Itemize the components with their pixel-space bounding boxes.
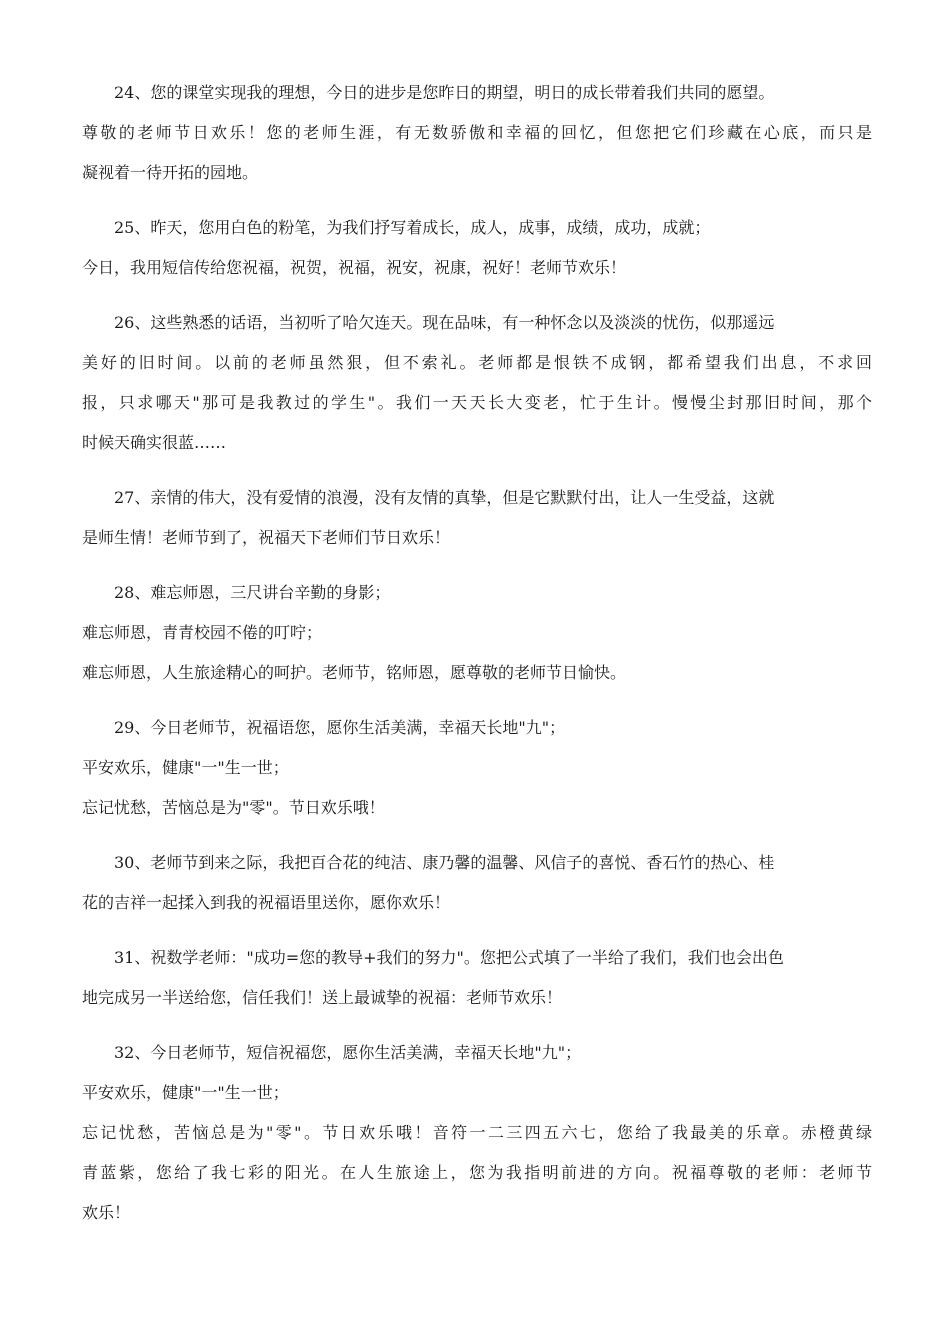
- paragraph-32: [82, 1033, 872, 1233]
- paragraph-line: 27、亲情的伟大，没有爱情的浪漫，没有友情的真挚，但是它默默付出，让人一生受益，这就: [114, 488, 775, 507]
- paragraph-line: 31、祝数学老师："成功=您的教导+我们的努力"。您把公式填了一半给了我们，我们也会出色: [114, 948, 784, 967]
- paragraph-line: 地完成另一半送给您，信任我们！送上最诚挚的祝福：老师节欢乐！: [82, 988, 563, 1007]
- paragraph-line: 花的吉祥一起揉入到我的祝福语里送你，愿你欢乐！: [82, 893, 451, 912]
- paragraph-line: 24、您的课堂实现我的理想，今日的进步是您昨日的期望，明日的成长带着我们共同的愿望。: [114, 83, 775, 102]
- paragraph-31: [82, 938, 872, 1018]
- paragraph-line: 难忘师恩，人生旅途精心的呵护。老师节，铭师恩，愿尊敬的老师节日愉快。: [82, 663, 627, 682]
- paragraph-26: [82, 303, 872, 463]
- paragraph-line: 今日，我用短信传给您祝福，祝贺，祝福，祝安，祝康，祝好！老师节欢乐！: [82, 258, 627, 277]
- paragraph-line: 32、今日老师节，短信祝福您，愿你生活美满，幸福天长地"九"；: [114, 1043, 582, 1062]
- paragraph-29: [82, 708, 872, 828]
- paragraph-line: 难忘师恩，青青校园不倦的叮咛；: [82, 623, 323, 642]
- paragraph-line: 30、老师节到来之际，我把百合花的纯洁、康乃馨的温馨、风信子的喜悦、香石竹的热心、桂: [114, 853, 775, 872]
- paragraph-27: [82, 478, 872, 558]
- paragraph-line: 29、今日老师节，祝福语您，愿你生活美满，幸福天长地"九"；: [114, 718, 566, 737]
- paragraph-line: 25、昨天，您用白色的粉笔，为我们抒写着成长，成人，成事，成绩，成功，成就；: [114, 218, 711, 237]
- document-page: [82, 73, 872, 1248]
- paragraph-line: 报，只求哪天"那可是我教过的学生"。我们一天天长大变老，忙于生计。慢慢尘封那旧时间，那个: [82, 393, 872, 412]
- paragraph-30: [82, 843, 872, 923]
- paragraph-line: 忘记忧愁，苦恼总是为"零"。节日欢乐哦！音符一二三四五六七，您给了我最美的乐章。赤橙黄绿: [82, 1123, 872, 1142]
- paragraph-line: 26、这些熟悉的话语，当初听了哈欠连天。现在品味，有一种怀念以及淡淡的忧伤，似那遥远: [114, 313, 775, 332]
- paragraph-line: 尊敬的老师节日欢乐！您的老师生涯，有无数骄傲和幸福的回忆，但您把它们珍藏在心底，而只是: [82, 123, 872, 142]
- paragraph-line: 美好的旧时间。以前的老师虽然狠，但不索礼。老师都是恨铁不成钢，都希望我们出息，不求回: [82, 353, 872, 372]
- paragraph-line: 凝视着一待开拓的园地。: [82, 163, 259, 182]
- paragraph-line: 忘记忧愁，苦恼总是为"零"。节日欢乐哦！: [82, 798, 385, 817]
- paragraph-line: 28、难忘师恩，三尺讲台辛勤的身影；: [114, 583, 391, 602]
- paragraph-24: [82, 73, 872, 193]
- paragraph-25: [82, 208, 872, 288]
- paragraph-28: [82, 573, 872, 693]
- paragraph-line: 是师生情！老师节到了，祝福天下老师们节日欢乐！: [82, 528, 451, 547]
- paragraph-line: 青蓝紫，您给了我七彩的阳光。在人生旅途上，您为我指明前进的方向。祝福尊敬的老师：老师节: [82, 1163, 872, 1182]
- paragraph-line: 时候天确实很蓝……: [82, 433, 227, 452]
- paragraph-line: 平安欢乐，健康"一"生一世；: [82, 758, 289, 777]
- paragraph-line: 平安欢乐，健康"一"生一世；: [82, 1083, 289, 1102]
- paragraph-line: 欢乐！: [82, 1203, 131, 1222]
